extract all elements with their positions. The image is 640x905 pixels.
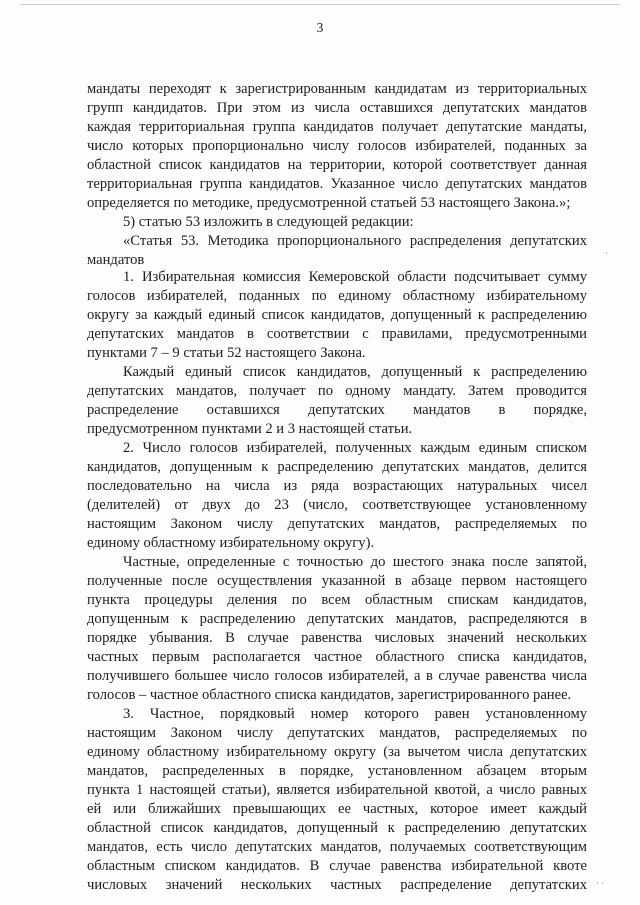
text-line: частных первым располагается частное областного списка кандидатов, (87, 649, 587, 666)
text-line: пунктами 7 – 9 статьи 52 настоящего Закона. (87, 345, 366, 362)
text-line: Частные, определенные с точностью до шестого знака после запятой, (123, 554, 587, 570)
text-line: 3. Частное, порядковый номер которого равен установленному (123, 706, 587, 722)
paragraph-point-2 (87, 439, 587, 553)
text-line: мандаты переходят к зарегистрированным кандидатам из территориальных (87, 81, 587, 97)
text-line: депутатских мандатов в соответствии с правилами, предусмотренными (87, 326, 587, 343)
text-line: получившего большее число голосов избирателей, а в случае равенства числа (87, 668, 587, 685)
text-line: 2. Число голосов избирателей, полученных каждым единым списком (123, 440, 587, 456)
text-line: допущенным к распределению депутатских мандатов, распределяются в (87, 611, 587, 628)
text-line: настоящим Законом числу депутатских мандатов, распределяемых по (87, 516, 587, 533)
text-line: пункта процедуры деления по всем областным спискам кандидатов, (87, 592, 587, 609)
text-line: мандатов, распределенных в порядке, установленном абзацем вторым (87, 763, 587, 780)
paragraph-mandates-transfer (87, 80, 587, 213)
paragraph-point-1 (87, 268, 587, 363)
text-line: кандидатов, допущенным к распределению депутатских мандатов, делится (87, 459, 587, 476)
text-line: депутатских мандатов, получает по одному мандату. Затем проводится (87, 383, 587, 400)
text-line: областной список кандидатов на территории, которой соответствует данная (87, 157, 587, 174)
text-line: настоящим Законом числу депутатских мандатов, распределяемых по (87, 725, 587, 742)
text-line: голосов – частное областного списка кандидатов, зарегистрированного ранее. (87, 687, 572, 704)
text-line: территориальная группа кандидатов. Указанное число депутатских мандатов (87, 176, 587, 193)
text-line: «Статья 53. Методика пропорционального распределения депутатских (123, 233, 587, 249)
paragraph-point-3 (87, 705, 587, 895)
text-line: определяется по методике, предусмотренной статьей 53 настоящего Закона.»; (87, 195, 571, 212)
text-line: последовательно на числа из ряда возрастающих натуральных чисел (87, 478, 587, 495)
text-line: пункта 1 настоящей статьи), является избирательной квотой, а число равных (87, 782, 587, 799)
article-53-heading (87, 232, 587, 270)
text-line: единому областному избирательному округу (за вычетом числа депутатских (87, 744, 587, 761)
paragraph-point-2-part-2 (87, 553, 587, 705)
paragraph-point-1-part-2 (87, 363, 587, 439)
page-number: 3 (316, 20, 324, 35)
text-line: каждая территориальная группа кандидатов получает депутатские мандаты, (87, 119, 587, 136)
text-line: групп кандидатов. При этом из числа оставшихся депутатских мандатов (87, 100, 587, 117)
top-border-line (20, 4, 620, 5)
paragraph-amendment-item-5 (87, 213, 587, 232)
text-line: полученные после осуществления указанной в абзаце первом настоящего (87, 573, 587, 590)
text-line: распределение оставшихся депутатских мандатов в порядке, (87, 402, 587, 419)
text-line: ей или ближайших превышающих ее частных, которое имеет каждый (87, 801, 587, 818)
text-line: мандатов, есть число депутатских мандатов, получаемых соответствующим (87, 839, 587, 856)
text-line: округу за каждый единый список кандидатов, допущенный к распределению (87, 307, 587, 324)
text-line: мандатов (87, 252, 145, 269)
text-line: 1. Избирательная комиссия Кемеровской области подсчитывает сумму (123, 269, 587, 285)
text-line: число которых пропорционально числу голосов избирателей, поданных за (87, 138, 587, 155)
text-line: единому областному избирательному округу). (87, 535, 375, 552)
scan-speck: · (605, 248, 608, 258)
text-line: голосов избирателей, поданных по единому областному избирательному (87, 288, 587, 305)
text-line: (делителей) от двух до 23 (число, соответствующее установленному (87, 497, 587, 514)
text-line: областной список кандидатов, допущенный к распределению депутатских (87, 820, 587, 837)
text-line: предусмотренном пунктами 2 и 3 настоящей статьи. (87, 421, 413, 438)
scan-speck: · · (596, 878, 605, 888)
text-line: числовых значений нескольких частных распределение депутатских (87, 877, 587, 894)
text-line: областным списком кандидатов. В случае равенства избирательной квоте (87, 858, 587, 875)
text-line: Каждый единый список кандидатов, допущенный к распределению (123, 364, 587, 380)
text-line: 5) статью 53 изложить в следующей редакции: (123, 214, 414, 230)
text-line: порядке убывания. В случае равенства числовых значений нескольких (87, 630, 587, 647)
